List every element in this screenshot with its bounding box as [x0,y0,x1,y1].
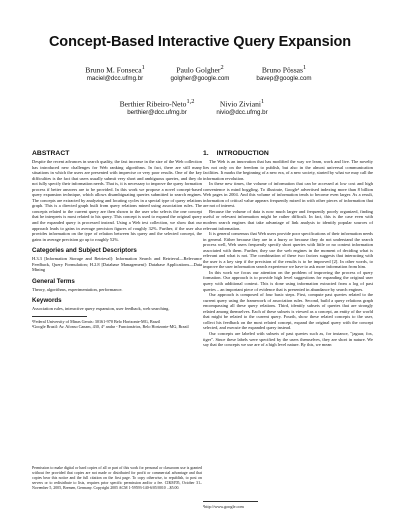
intro-paragraph: In these new times, the volume of information that can be accessed at low cost and high convenience is mind boggling. To illustrate, Google¹ advertised indexing more than 8 billion Web pages in 2004. And this volume of information tends to become even larger. As a result, information of critical value appears frequently mixed in with other pieces of information that are not of interest. [203,181,373,209]
section-title: INTRODUCTION [216,150,269,157]
author-block [187,98,297,117]
intro-paragraph: Our approach is composed of four basic steps. First, compute past queries related to the current query using the framework of association rules. Second, build a query relations graph encompassing all these query relations. Third, identify subsets of queries that are strongly related among themselves. Each of these subsets is viewed as a concept, an entity of the world that might be related to the current query. Fourth, show these related concepts to the user, collect his feedback on the most related concept, expand the original query with the concept selected, and execute the expanded query instead. [203,292,373,331]
keywords-heading: Keywords [32,297,62,305]
right-column [203,149,373,348]
footnote-rule [32,316,87,317]
author-name: Paulo Golgher [176,65,221,75]
author-name: Nivio Ziviani [219,99,261,109]
author-email: golgher@google.com [170,74,230,82]
author-affil: 2 [220,64,224,71]
footnote-rule [203,501,258,502]
author-email: berthier@dcc.ufmg.br [127,108,187,116]
affiliation-footnote: ²Google Brazil: Av. Afonso Canam, 430, 4° andar - Funcionários, Belo Horizonte-MG, Brazil [32,324,189,330]
abstract-heading: ABSTRACT [32,150,70,157]
paper-title: Concept-Based Interactive Query Expansion [48,34,352,50]
intro-paragraph: Our concepts are labeled with subsets of past queries such as, for instance, "jaguar, fox, tiger". Since these labels were specified by the users themselves, they are short in nature. We say that the concepts we use are of a high level nature. By this, we mean [203,330,373,348]
categories-heading: Categories and Subject Descriptors [32,247,137,255]
author-name: Bruno M. Fonseca [85,65,142,75]
author-name: Bruno Pôssas [261,65,303,75]
author-affil: 1 [141,64,145,71]
url-footnote: ¹http://www.google.com [203,504,244,509]
author-name: Berthier Ribeiro-Neto [119,99,187,109]
author-block [229,64,339,83]
author-affil: 1,2 [186,98,195,105]
intro-paragraph: Because the volume of data is now much larger and frequently poorly organized, finding useful or relevant information might be rather difficult. In fact, this is the case even with modern search engines that take advantage of link analysis to identify popular sources of relevant information. [203,208,373,231]
intro-paragraph: It is general consensus that Web users provide poor specifications of their information needs in general. Either because they are in a hurry or because they do not understand the search process well, Web users frequently specify short queries with little or no context information associated with them. Further, they use the web engines in the moment of deciding what is relevant and what is not. The combination of these two factors suggests that interacting with the user is a key step if the precision of the results is to be improved [2]. In other words, to improve the user information search experience we have to ask more information from him. [203,231,373,270]
categories-text: H.3.3 [Information Storage and Retrieval]: Information Search and Retrieval—Relevance Feedback, Query Formulation; H.2.8 [Database Management]: Database Applications—Data Mining [32,256,202,273]
abstract-text: Despite the recent advances in search quality, the fast increase in the size of the Web collection has introduced new challenges for Web ranking algorithms. In fact, there are still many situations in which the users are presented with imprecise or very poor results. One of the key difficulties is the fact that users usually submit very short and ambiguous queries, and they do not fully specify their information needs. That is, it is necessary to improve the query formation process if better answers are to be provided. In this work we propose a novel concept-based query expansion technique, which allows disambiguating queries submitted to search engines. The concepts are extracted by analyzing and locating cycles in a special type of query relations graph. This is a directed graph built from query relations mined using association rules. The concepts related to the current query are then shown to the user who selects the one concept that he interprets is most related to his query. This concept is used to expand the original query and the expanded query is processed instead. Using a Web test collection, we show that our approach leads to gains in average precision figures of roughly 32%. Further, if the user also provides information on the type of relation between his query and the selected concept, the gains in average precision go up to roughly 52%. [32,159,202,242]
right-footnote-area [203,497,373,509]
intro-paragraph: In this work we focus our attention on the problem of improving the process of query formation. Our approach is to provide high level suggestions for expanding the original user query with additional context. This is done using information extracted from a log of past queries – an important piece of evidence that is presented in abundance by search engines. [203,269,373,292]
author-affil: 1 [260,98,265,105]
general-terms-text: Theory, algorithms, experimentation, performance. [32,286,123,292]
author-email: nivio@dcc.ufmg.br [216,108,268,116]
keywords-text: Association rules, interactive query expansion, user feedback, web searching. [32,306,170,312]
permission-notice: Permission to make digital or hard copies of all or part of this work for personal or classroom use is granted without fee provided that copies are not made or distributed for profit or commercial advantage and that copies bear this notice and the full citation on the first page. To copy otherwise, to republish, to post on servers or to redistribute to lists, requires prior specific permission and/or a fee. CIKM'05, October 31–November 5, 2005, Bremen, Germany. Copyright 2005 ACM 1-59593-140-6/05/0010 ...$5.00. [32,466,202,490]
left-column [32,149,202,329]
affiliation-footnote: ¹Federal University of Minas Gerais: 30161-970 Belo Horizonte-MG, Brazil [32,318,161,324]
author-email: maciel@dcc.ufmg.br [86,74,144,82]
intro-heading [203,149,373,158]
author-email: bavep@google.com [256,74,312,82]
author-affil: 1 [302,64,307,71]
section-number: 1. [203,150,209,157]
general-terms-heading: General Terms [32,277,75,285]
intro-paragraph: The Web is an innovation that has modified the way we learn, work and live. The novelty lies not only on the freedom to publish, but also in the almost universal communication facilities. It marks the beginning of a new era, of a new society, started by what we may call the information revolution. [203,159,373,181]
